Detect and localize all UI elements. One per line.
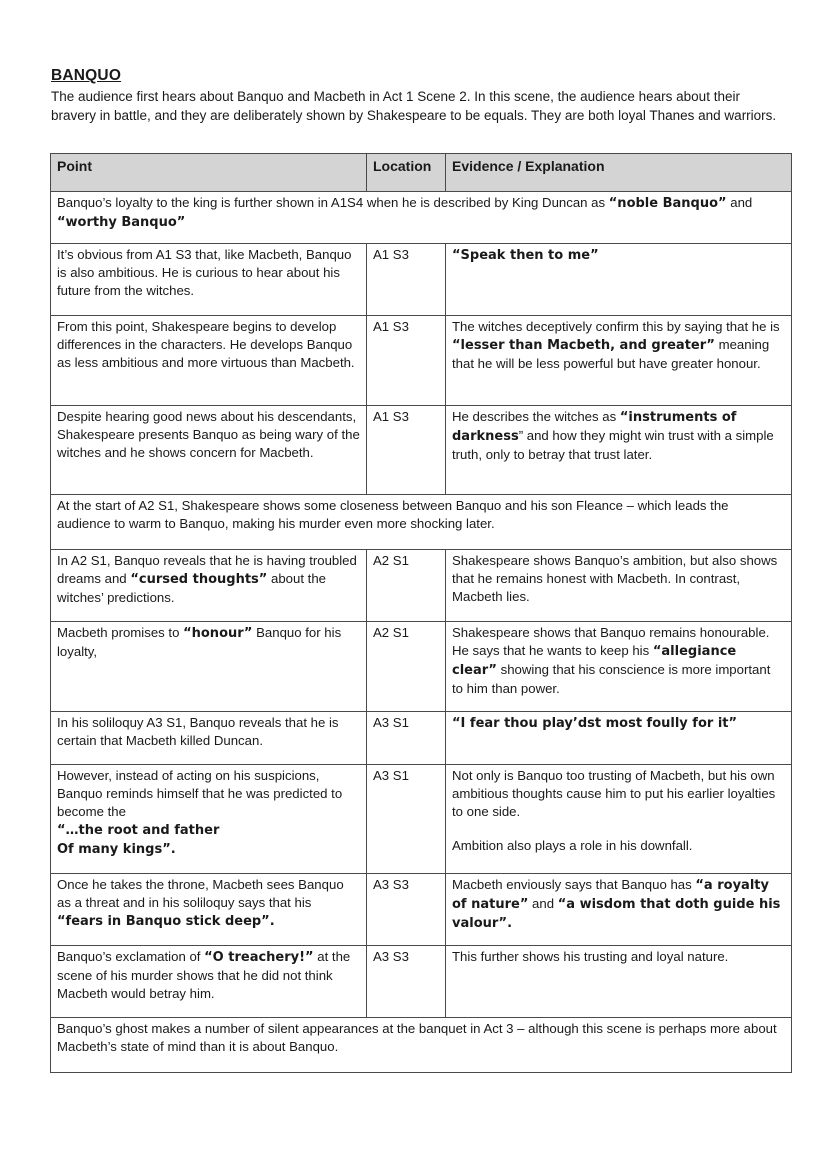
header-evidence: Evidence / Explanation xyxy=(446,154,792,192)
table-row xyxy=(51,765,792,874)
location-cell: A3 S1 xyxy=(367,765,446,874)
point-cell: Macbeth promises to “honour” Banquo for his loyalty, xyxy=(51,622,367,712)
table-row xyxy=(51,622,792,712)
table-row xyxy=(51,712,792,765)
intro-paragraph: The audience first hears about Banquo and Macbeth in Act 1 Scene 2. In this scene, the audience hears about their bravery in battle, and they are deliberately shown by Shakespeare to be equals. They are both loyal Thanes and warriors. xyxy=(51,89,777,123)
evidence-cell: The witches deceptively confirm this by saying that he is “lesser than Macbeth, and greater” meaning that he will be less powerful but have greater honour. xyxy=(446,316,792,406)
page-title: BANQUO xyxy=(51,67,122,84)
location-cell: A3 S1 xyxy=(367,712,446,765)
location-cell: A2 S1 xyxy=(367,622,446,712)
table-row xyxy=(51,316,792,406)
location-cell: A1 S3 xyxy=(367,244,446,316)
point-cell: Banquo’s exclamation of “O treachery!” at the scene of his murder shows that he did not think Macbeth would betray him. xyxy=(51,946,367,1018)
full-row-text: Banquo’s ghost makes a number of silent appearances at the banquet in Act 3 – although this scene is perhaps more about Macbeth’s state of mind than it is about Banquo. xyxy=(51,1018,792,1073)
location-cell: A3 S3 xyxy=(367,874,446,946)
header-point: Point xyxy=(51,154,367,192)
point-cell: However, instead of acting on his suspicions, Banquo reminds himself that he was predicted to become the “…the root and father Of many kings”. xyxy=(51,765,367,874)
table-row-full-2 xyxy=(51,495,792,550)
table-row-full-1 xyxy=(51,192,792,244)
analysis-table xyxy=(50,153,792,1073)
point-cell: Once he takes the throne, Macbeth sees Banquo as a threat and in his soliloquy says that his “fears in Banquo stick deep”. xyxy=(51,874,367,946)
point-cell: Despite hearing good news about his descendants, Shakespeare presents Banquo as being wary of the witches and he shows concern for Macbeth. xyxy=(51,406,367,495)
full-row-text: Banquo’s loyalty to the king is further shown in A1S4 when he is described by King Duncan as “noble Banquo” and “worthy Banquo” xyxy=(51,192,792,244)
evidence-cell: Shakespeare shows Banquo’s ambition, but also shows that he remains honest with Macbeth. In contrast, Macbeth lies. xyxy=(446,550,792,622)
full-row-text: At the start of A2 S1, Shakespeare shows some closeness between Banquo and his son Fleance – which leads the audience to warm to Banquo, making his murder even more shocking later. xyxy=(51,495,792,550)
evidence-cell: “Speak then to me” xyxy=(446,244,792,316)
evidence-cell: Not only is Banquo too trusting of Macbeth, but his own ambitious thoughts cause him to put his earlier loyalties to one side. Ambition also plays a role in his downfall. xyxy=(446,765,792,874)
point-cell: It’s obvious from A1 S3 that, like Macbeth, Banquo is also ambitious. He is curious to hear about his future from the witches. xyxy=(51,244,367,316)
table-row-full-3 xyxy=(51,1018,792,1073)
location-cell: A3 S3 xyxy=(367,946,446,1018)
table-row xyxy=(51,874,792,946)
point-cell: In A2 S1, Banquo reveals that he is having troubled dreams and “cursed thoughts” about the witches’ predictions. xyxy=(51,550,367,622)
evidence-cell: Shakespeare shows that Banquo remains honourable. He says that he wants to keep his “allegiance clear” showing that his conscience is more important to him than power. xyxy=(446,622,792,712)
evidence-cell: He describes the witches as “instruments of darkness” and how they might win trust with a simple truth, only to betray that trust later. xyxy=(446,406,792,495)
evidence-cell: Macbeth enviously says that Banquo has “a royalty of nature” and “a wisdom that doth guide his valour”. xyxy=(446,874,792,946)
location-cell: A1 S3 xyxy=(367,316,446,406)
table-row xyxy=(51,946,792,1018)
location-cell: A1 S3 xyxy=(367,406,446,495)
evidence-cell: This further shows his trusting and loyal nature. xyxy=(446,946,792,1018)
point-cell: In his soliloquy A3 S1, Banquo reveals that he is certain that Macbeth killed Duncan. xyxy=(51,712,367,765)
table-row xyxy=(51,244,792,316)
table-row xyxy=(51,406,792,495)
evidence-cell: “I fear thou play’dst most foully for it” xyxy=(446,712,792,765)
point-cell: From this point, Shakespeare begins to develop differences in the characters. He develops Banquo as less ambitious and more virtuous than Macbeth. xyxy=(51,316,367,406)
table-header-row xyxy=(51,154,792,192)
header-location: Location xyxy=(367,154,446,192)
table-row xyxy=(51,550,792,622)
location-cell: A2 S1 xyxy=(367,550,446,622)
